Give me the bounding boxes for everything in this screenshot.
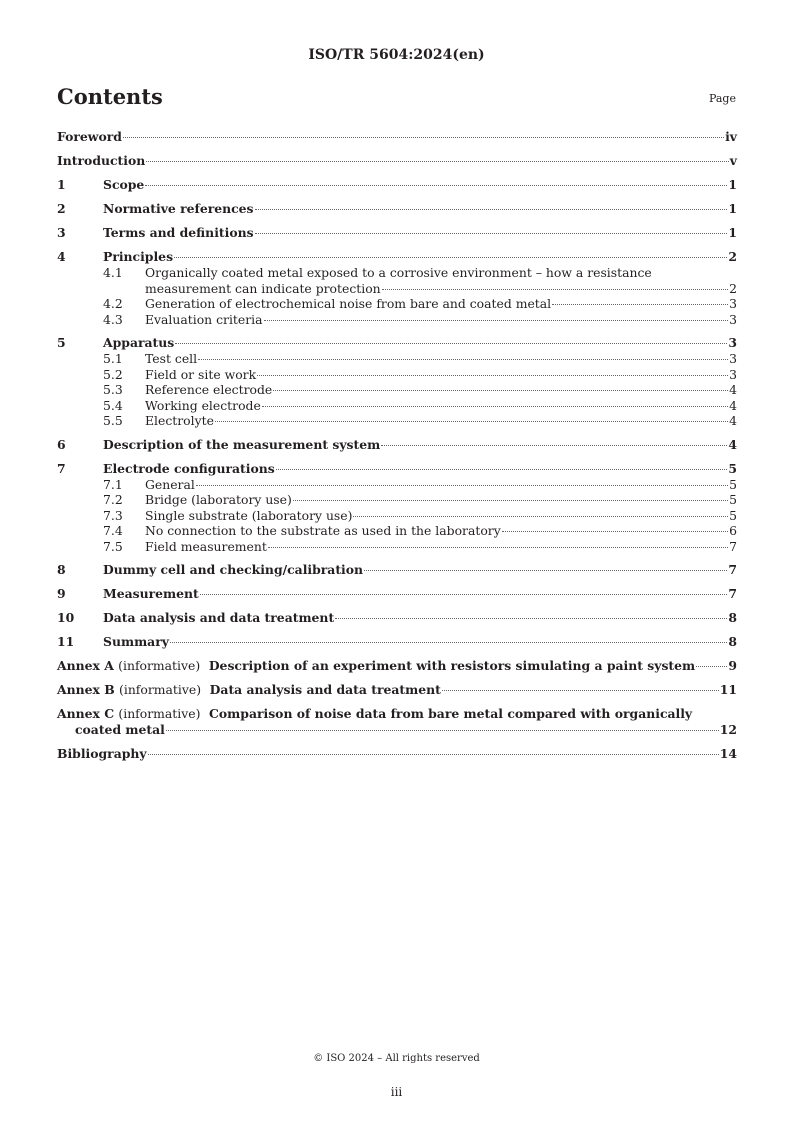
toc-entry-page: 2 (728, 249, 737, 264)
toc-entry-text: Description of the measurement system (103, 436, 381, 452)
toc-entry-text: Electrode configurations (103, 460, 275, 476)
leader-dots (145, 185, 727, 186)
toc-entry-section-5-5[interactable] (57, 413, 737, 429)
section-number: 5.2 (103, 366, 123, 382)
toc-entry-introduction[interactable] (57, 153, 737, 169)
toc-entry-section-4[interactable] (57, 249, 737, 265)
toc-entry-page: 3 (729, 311, 737, 327)
toc-entry-page: 3 (729, 296, 737, 311)
toc-entry-page: 7 (728, 562, 737, 577)
section-number: 8 (57, 562, 66, 577)
annex-informative: (informative) (119, 682, 202, 697)
leader-dots (175, 343, 727, 344)
toc-entry-page: 5 (729, 492, 737, 507)
leader-dots (166, 730, 719, 731)
annex-informative: (informative) (118, 706, 201, 721)
leader-dots (442, 690, 719, 691)
toc-entry-section-4-1[interactable] (57, 265, 737, 296)
leader-dots (552, 304, 728, 305)
toc-entry-text: Bibliography (57, 746, 147, 761)
toc-entry-page: 1 (728, 177, 737, 192)
toc-entry-annex-b[interactable] (57, 682, 737, 698)
toc-entry-text-line-2: coated metal (75, 722, 165, 737)
leader-dots (200, 594, 728, 595)
leader-dots (381, 445, 727, 446)
toc-entry-text: Data analysis and data treatment (103, 610, 335, 625)
toc-entry-text: Principles (103, 249, 174, 264)
toc-entry-page: 3 (729, 351, 737, 366)
section-number: 5.5 (103, 413, 123, 428)
toc-entry-text: Introduction (57, 153, 146, 168)
toc-entry-page: 14 (719, 746, 737, 761)
toc-entry-foreword[interactable] (57, 129, 737, 145)
section-number: 7.3 (103, 507, 123, 523)
toc-entry-page: iv (725, 129, 737, 144)
section-number: 6 (57, 436, 66, 452)
toc-entry-page: 9 (728, 658, 737, 673)
toc-entry-section-5-1[interactable] (57, 351, 737, 367)
toc-entry-section-10[interactable] (57, 610, 737, 626)
toc-entry-section-7-5[interactable] (57, 539, 737, 555)
toc-entry-section-6[interactable] (57, 437, 737, 453)
toc-entry-text: General (145, 476, 195, 492)
toc-entry-text: Bridge (laboratory use) (145, 492, 292, 507)
leader-dots (174, 257, 727, 258)
toc-entry-page: 5 (729, 507, 737, 523)
toc-entry-text: Terms and definitions (103, 225, 254, 240)
toc-entry-section-4-3[interactable] (57, 312, 737, 328)
page-column-label: Page (708, 92, 736, 105)
toc-entry-section-11[interactable] (57, 634, 737, 650)
leader-dots (262, 406, 728, 407)
toc-entry-section-5-3[interactable] (57, 382, 737, 398)
toc-entry-page: 7 (729, 538, 737, 554)
toc-entry-section-8[interactable] (57, 562, 737, 578)
leader-dots (502, 531, 728, 532)
section-number: 7.4 (103, 523, 123, 538)
toc-entry-text: Scope (103, 177, 145, 192)
toc-entry-section-5-4[interactable] (57, 398, 737, 414)
page-title: Contents (57, 84, 163, 109)
leader-dots (268, 547, 728, 548)
toc-entry-text-line-2: measurement can indicate protection (145, 280, 381, 296)
toc-entry-section-7-2[interactable] (57, 492, 737, 508)
toc-entry-text: Electrolyte (145, 413, 214, 428)
toc-entry-text: Field measurement (145, 538, 267, 554)
table-of-contents (57, 129, 737, 762)
leader-dots (170, 642, 727, 643)
toc-entry-text: Foreword (57, 129, 122, 144)
section-number: 5.1 (103, 351, 123, 366)
toc-entry-page: 8 (728, 634, 737, 649)
toc-entry-page: 11 (719, 682, 737, 697)
leader-dots (276, 469, 728, 470)
section-number: 11 (57, 634, 75, 649)
leader-dots (257, 375, 728, 376)
section-number: 4 (57, 249, 66, 264)
toc-entry-bibliography[interactable] (57, 746, 737, 762)
toc-entry-annex-c[interactable] (57, 706, 737, 738)
leader-dots (123, 137, 724, 138)
toc-entry-page: 4 (729, 382, 737, 397)
toc-entry-text: Test cell (145, 351, 198, 366)
toc-entry-page: 4 (729, 413, 737, 428)
page-number: iii (390, 1085, 403, 1099)
section-number: 9 (57, 586, 66, 601)
toc-entry-section-2[interactable] (57, 201, 737, 217)
toc-entry-text: Measurement (103, 586, 199, 601)
section-number: 7 (57, 460, 66, 476)
section-number: 5 (57, 335, 66, 350)
toc-entry-page: 12 (719, 722, 737, 737)
toc-entry-section-7[interactable] (57, 461, 737, 477)
section-number: 1 (57, 177, 66, 192)
document-header: ISO/TR 5604:2024(en) (308, 47, 485, 63)
toc-entry-section-9[interactable] (57, 586, 737, 602)
leader-dots (148, 754, 719, 755)
toc-entry-page: 3 (729, 366, 737, 382)
toc-entry-text: Field or site work (145, 366, 257, 382)
leader-dots (198, 359, 728, 360)
toc-entry-section-1[interactable] (57, 177, 737, 193)
toc-entry-text: Generation of electrochemical noise from bare and coated metal (145, 296, 552, 311)
leader-dots (264, 320, 729, 321)
leader-dots (255, 233, 728, 234)
annex-label: Annex B (57, 682, 115, 697)
toc-entry-page: 6 (729, 523, 737, 538)
toc-entry-section-3[interactable] (57, 225, 737, 241)
toc-entry-page: 5 (728, 460, 737, 476)
leader-dots (196, 485, 728, 486)
toc-entry-text: Working electrode (145, 397, 261, 413)
toc-entry-text-line-1: Organically coated metal exposed to a corrosive environment – how a resistance (145, 265, 652, 280)
toc-entry-annex-a[interactable] (57, 658, 737, 674)
toc-entry-page: v (729, 153, 737, 168)
leader-dots (335, 618, 727, 619)
toc-entry-page: 5 (729, 476, 737, 492)
section-number: 10 (57, 610, 75, 625)
leader-dots (353, 516, 728, 517)
toc-entry-section-7-3[interactable] (57, 508, 737, 524)
section-number: 4.1 (103, 265, 123, 280)
toc-entry-text: Single substrate (laboratory use) (145, 507, 353, 523)
toc-entry-section-5[interactable] (57, 335, 737, 351)
toc-entry-text: Dummy cell and checking/calibration (103, 562, 364, 577)
toc-entry-text: Evaluation criteria (145, 311, 263, 327)
leader-dots (696, 666, 727, 667)
toc-entry-text: Reference electrode (145, 382, 273, 397)
leader-dots (382, 289, 728, 290)
leader-dots (146, 161, 729, 162)
section-number: 4.3 (103, 311, 123, 327)
toc-entry-page: 4 (728, 436, 737, 452)
annex-informative: (informative) (118, 658, 201, 673)
toc-entry-text: Apparatus (103, 335, 175, 350)
toc-entry-section-7-4[interactable] (57, 523, 737, 539)
toc-entry-page: 2 (729, 280, 737, 296)
toc-entry-page: 1 (728, 225, 737, 240)
section-number: 7.2 (103, 492, 123, 507)
toc-entry-page: 1 (728, 201, 737, 216)
toc-entry-text: Summary (103, 634, 169, 649)
toc-entry-section-7-1[interactable] (57, 477, 737, 493)
section-number: 4.2 (103, 296, 123, 311)
toc-entry-text-line-1: Comparison of noise data from bare metal compared with organically (209, 706, 693, 721)
toc-entry-page: 8 (728, 610, 737, 625)
toc-entry-page: 4 (729, 397, 737, 413)
toc-entry-text: Normative references (103, 201, 254, 216)
section-number: 5.3 (103, 382, 123, 397)
toc-entry-text: Data analysis and data treatment (209, 682, 441, 697)
leader-dots (273, 390, 728, 391)
leader-dots (293, 500, 728, 501)
section-number: 2 (57, 201, 66, 216)
toc-entry-section-5-2[interactable] (57, 367, 737, 383)
section-number: 7.5 (103, 538, 123, 554)
toc-entry-section-4-2[interactable] (57, 296, 737, 312)
toc-entry-text: No connection to the substrate as used in the laboratory (145, 523, 501, 538)
section-number: 7.1 (103, 476, 123, 492)
annex-label: Annex A (57, 658, 114, 673)
section-number: 3 (57, 225, 66, 240)
copyright-footer: © ISO 2024 – All rights reserved (313, 1053, 480, 1064)
leader-dots (215, 421, 728, 422)
section-number: 5.4 (103, 397, 123, 413)
leader-dots (364, 570, 727, 571)
leader-dots (255, 209, 728, 210)
annex-label: Annex C (57, 706, 115, 721)
toc-entry-page: 7 (728, 586, 737, 601)
toc-entry-text: Description of an experiment with resistors simulating a paint system (208, 658, 696, 673)
toc-entry-page: 3 (728, 335, 737, 350)
